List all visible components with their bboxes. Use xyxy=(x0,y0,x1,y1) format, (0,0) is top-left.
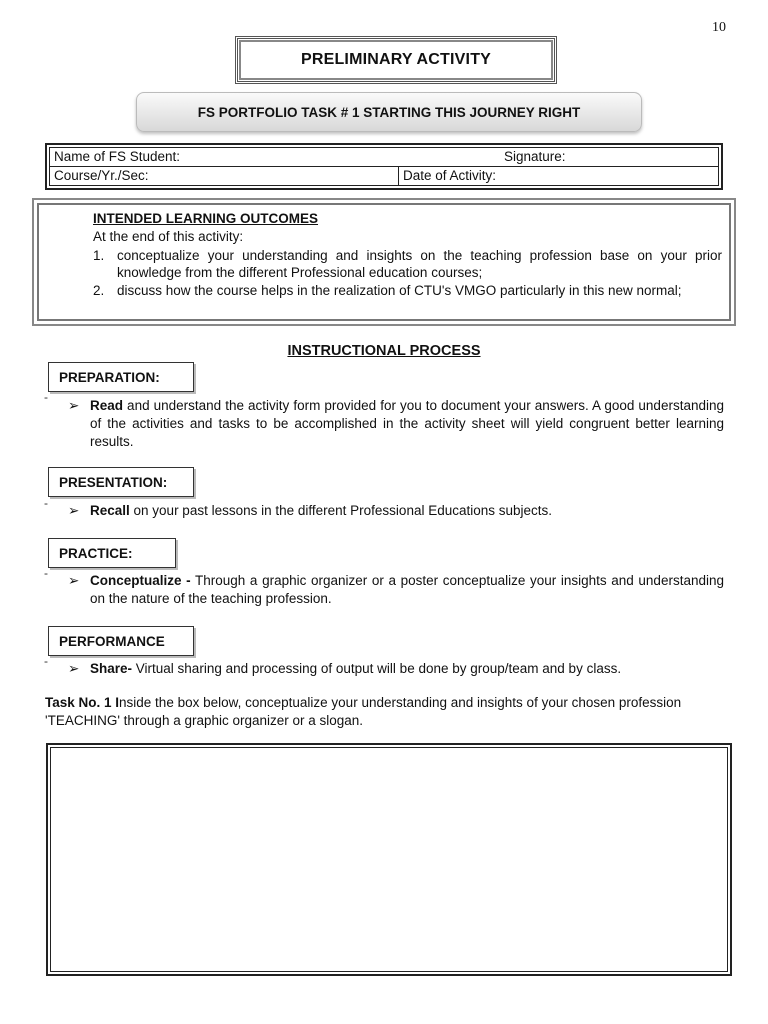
step-label-performance xyxy=(48,626,194,656)
outcome-number: 2. xyxy=(93,283,105,298)
step-text xyxy=(90,660,724,678)
date-label: Date of Activity: xyxy=(403,168,497,183)
step-lead: Read xyxy=(90,398,124,413)
margin-mark: - xyxy=(44,390,48,404)
step-description: on your past lessons in the different Professional Educations subjects. xyxy=(129,503,553,518)
page-number: 10 xyxy=(712,20,726,35)
step-body-practice xyxy=(68,572,724,608)
answer-box[interactable] xyxy=(46,743,732,976)
step-label-presentation xyxy=(48,467,194,497)
date-field[interactable] xyxy=(399,167,719,186)
outcome-text: discuss how the course helps in the realization of CTU's VMGO particularly in this new normal; xyxy=(117,283,682,298)
step-lead: Share- xyxy=(90,661,133,676)
section-title: INSTRUCTIONAL PROCESS xyxy=(287,343,481,359)
task-lead: Task No. 1 I xyxy=(45,695,120,710)
step-lead: Recall xyxy=(90,503,130,518)
task-banner xyxy=(136,92,642,132)
step-text xyxy=(90,397,724,451)
step-body-performance xyxy=(68,660,724,678)
task-banner-text: FS PORTFOLIO TASK # 1 STARTING THIS JOURNEY RIGHT xyxy=(197,104,581,120)
bullet-arrow-icon: ➢ xyxy=(68,573,80,588)
step-body-presentation xyxy=(68,502,724,520)
step-text xyxy=(90,572,724,608)
step-description: Through a graphic organizer or a poster conceptualize your insights and understanding on the nature of the teaching profession. xyxy=(90,573,724,606)
step-label-text: PRACTICE: xyxy=(59,545,133,561)
outcomes-intro: At the end of this activity: xyxy=(93,229,244,244)
step-label-preparation xyxy=(48,362,194,392)
margin-mark: - xyxy=(44,566,48,580)
task-instruction xyxy=(45,694,725,730)
step-lead: Conceptualize - xyxy=(90,573,191,588)
step-description: Virtual sharing and processing of output will be done by group/team and by class. xyxy=(132,661,622,676)
step-label-text: PREPARATION: xyxy=(59,369,160,385)
step-label-text: PRESENTATION: xyxy=(59,474,168,490)
bullet-arrow-icon: ➢ xyxy=(68,398,80,413)
outcomes-heading: INTENDED LEARNING OUTCOMES xyxy=(93,211,319,226)
step-label-text: PERFORMANCE xyxy=(59,633,165,649)
outcomes-list xyxy=(46,247,722,299)
student-info-form xyxy=(45,143,723,190)
learning-outcomes-box xyxy=(32,198,736,326)
outcome-text: conceptualize your understanding and insights on the teaching profession base on your prior knowledge from the different Professional education courses; xyxy=(117,248,722,280)
student-name-label: Name of FS Student: xyxy=(54,149,181,164)
task-description: nside the box below, conceptualize your understanding and insights of your chosen profession 'TEACHING' through a graphic organizer or a slogan. xyxy=(45,695,682,728)
bullet-arrow-icon: ➢ xyxy=(68,503,80,518)
page-title-text: PRELIMINARY ACTIVITY xyxy=(300,51,492,68)
margin-mark: - xyxy=(44,654,48,668)
page-title xyxy=(235,36,557,84)
student-name-row[interactable] xyxy=(50,148,719,167)
step-label-practice xyxy=(48,538,176,568)
course-field[interactable] xyxy=(50,167,399,186)
step-text xyxy=(90,502,724,520)
margin-mark: - xyxy=(44,496,48,510)
step-body-preparation xyxy=(68,397,724,451)
outcome-item xyxy=(93,282,722,299)
outcome-item xyxy=(93,247,722,281)
outcome-number: 1. xyxy=(93,248,105,263)
signature-label: Signature: xyxy=(504,149,566,164)
step-description: and understand the activity form provided for you to document your answers. A good understanding of the activities and tasks to be accomplished in the activity sheet will yield congruent better learning results. xyxy=(90,398,724,449)
bullet-arrow-icon: ➢ xyxy=(68,661,80,676)
course-label: Course/Yr./Sec: xyxy=(54,168,149,183)
